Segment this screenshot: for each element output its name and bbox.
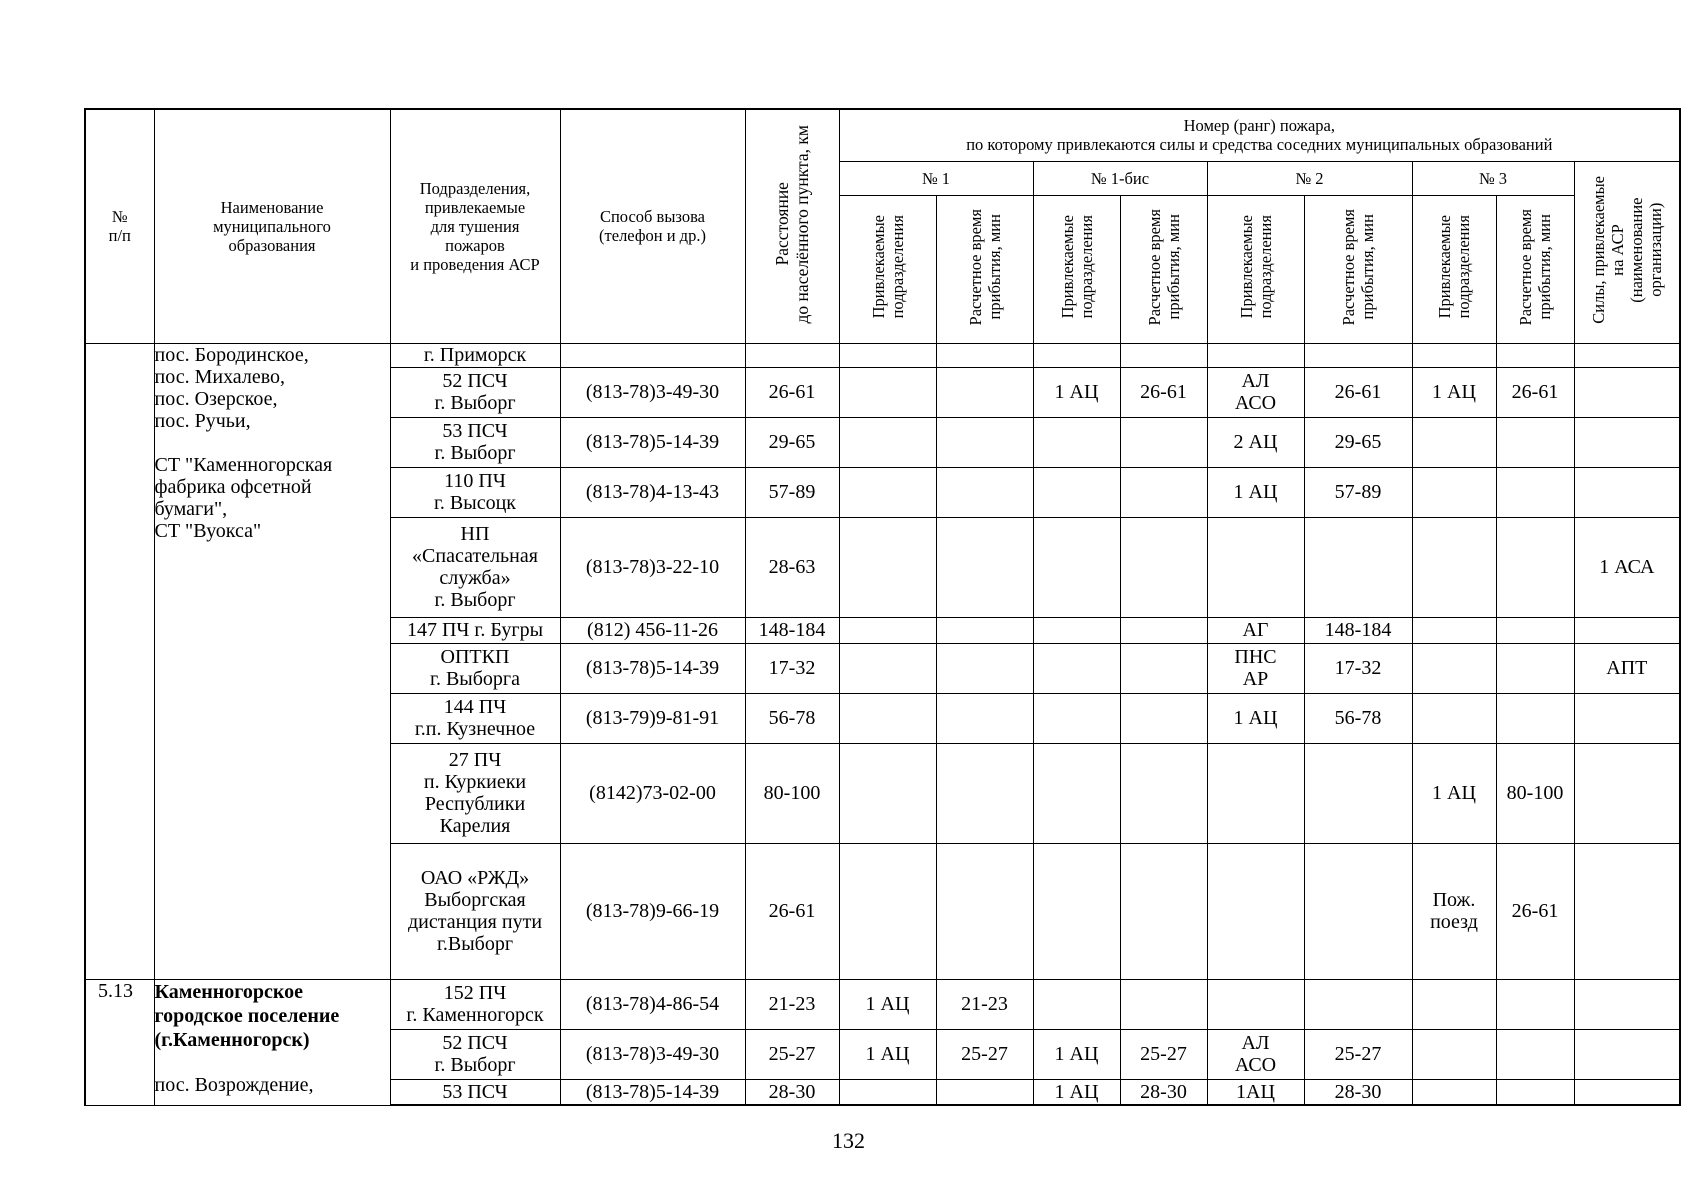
distance-cell: 28-30 [745,1079,839,1105]
rank3-time-cell [1496,979,1574,1029]
rank1bis-units-cell [1033,693,1120,743]
rank1bis-time-cell [1120,693,1207,743]
rank3-units-cell [1412,979,1496,1029]
rank1bis-units-cell [1033,843,1120,979]
header-rank-2: № 2 [1207,161,1412,195]
rank3-units-cell [1412,1029,1496,1079]
unit-line: ОАО «РЖД» [420,867,530,889]
municipality-title-line: городское поселение [154,1004,340,1027]
rank1bis-time-cell: 25-27 [1120,1029,1207,1079]
unit-cell [390,617,560,643]
municipality-line: пос. Ручьи, [154,409,251,432]
rank2-time-cell [1304,517,1412,617]
rank3-time-cell: 80-100 [1496,743,1574,843]
distance-cell: 26-61 [745,367,839,417]
unit-line: г. Выборга [430,668,520,690]
rank3-unit-line: поезд [1430,911,1478,933]
rank2-time-cell [1304,743,1412,843]
municipality-cell [154,979,390,1105]
phone-cell: (813-78)5-14-39 [560,1079,745,1105]
unit-line: 52 ПСЧ [442,370,508,392]
municipality-line: фабрика офсетной [154,475,312,498]
header-rank-3: № 3 [1412,161,1574,195]
distance-cell: 17-32 [745,643,839,693]
rank3-time-cell: 26-61 [1496,843,1574,979]
header-rank-1bis: № 1-бис [1033,161,1207,195]
unit-cell [390,467,560,517]
distance-cell: 28-63 [745,517,839,617]
rank2-units-cell [1207,693,1304,743]
rank1-time-cell [936,367,1033,417]
rank1-time-cell [936,617,1033,643]
unit-line: дистанция пути [407,911,543,933]
distance-cell: 57-89 [745,467,839,517]
distance-cell: 80-100 [745,743,839,843]
asr-forces-cell: 1 АСА [1574,517,1680,617]
phone-cell: (813-78)4-86-54 [560,979,745,1029]
table-row [85,979,1680,1029]
rank2-units-cell [1207,979,1304,1029]
rank1-units-cell [839,467,936,517]
rank2-units-cell [1207,843,1304,979]
rank1-time-cell: 21-23 [936,979,1033,1029]
rank2-unit-line: 1 АЦ [1233,481,1278,503]
municipality-title-line: (г.Каменногорск) [154,1028,310,1051]
unit-cell [390,979,560,1029]
asr-forces-cell [1574,367,1680,417]
rank1bis-time-cell [1120,843,1207,979]
unit-cell [390,693,560,743]
rank1-units-cell [839,693,936,743]
rank3-time-cell [1496,517,1574,617]
asr-forces-cell [1574,467,1680,517]
rank1-time-cell [936,643,1033,693]
asr-forces-cell [1574,843,1680,979]
rank2-time-cell: 28-30 [1304,1079,1412,1105]
municipality-line: бумаги", [154,497,228,520]
header-asr-forces: Силы, привлекаемые на АСР (наименование организации) [1574,161,1680,343]
rank1-units-cell [839,417,936,467]
unit-line: 53 ПСЧ [442,420,508,442]
unit-cell [390,1079,560,1105]
rank3-units-cell [1412,343,1496,367]
asr-forces-cell [1574,343,1680,367]
unit-line: 52 ПСЧ [442,1032,508,1054]
municipality-line: СТ "Каменногорская [154,453,333,476]
rank1-time-cell [936,743,1033,843]
rank1bis-time-cell [1120,643,1207,693]
rank3-units-cell [1412,417,1496,467]
unit-cell [390,367,560,417]
rank1-time-cell [936,417,1033,467]
phone-cell: (813-78)4-13-43 [560,467,745,517]
rank1bis-units-cell [1033,417,1120,467]
rank2-units-cell [1207,467,1304,517]
rank1-units-cell [839,367,936,417]
rank3-time-cell [1496,417,1574,467]
asr-forces-cell [1574,417,1680,467]
rank2-units-cell [1207,517,1304,617]
rank1-units-cell: 1 АЦ [839,1029,936,1079]
phone-cell: (813-78)3-49-30 [560,1029,745,1079]
table-body [85,343,1680,1105]
unit-line: 152 ПЧ [443,982,507,1004]
rank1-time-cell: 25-27 [936,1029,1033,1079]
rank2-unit-line: АСО [1234,392,1277,414]
unit-cell [390,417,560,467]
rank3-units-cell [1412,843,1496,979]
header-call-method: Способ вызова (телефон и др.) [560,109,745,343]
phone-cell: (813-78)5-14-39 [560,417,745,467]
asr-forces-cell [1574,1029,1680,1079]
rank1bis-time-cell [1120,467,1207,517]
header-r1bis-units: Привлекаемые подразделения [1033,195,1120,343]
unit-line: 53 ПСЧ [442,1080,508,1103]
unit-line: п. Куркиеки [423,771,527,793]
rank1bis-time-cell [1120,743,1207,843]
rank3-unit-line: 1 АЦ [1432,381,1476,403]
header-municipality: Наименование муниципального образования [154,109,390,343]
unit-line: г. Приморск [423,344,527,366]
rank2-time-cell: 56-78 [1304,693,1412,743]
rank2-units-cell [1207,1079,1304,1105]
header-r1-time: Расчетное время прибытия, мин [936,195,1033,343]
rank1-time-cell [936,467,1033,517]
rank1bis-time-cell [1120,517,1207,617]
rank3-units-cell [1412,693,1496,743]
rank2-unit-line: АГ [1242,619,1269,641]
rank3-time-cell [1496,617,1574,643]
header-r3-time: Расчетное время прибытия, мин [1496,195,1574,343]
phone-cell: (813-78)5-14-39 [560,643,745,693]
rank1bis-units-cell: 1 АЦ [1033,1029,1120,1079]
rank3-units-cell [1412,517,1496,617]
rank2-units-cell [1207,1029,1304,1079]
unit-line: 110 ПЧ [444,470,506,492]
unit-line: г. Выборг [434,589,516,611]
phone-cell [560,343,745,367]
rank1-units-cell [839,643,936,693]
unit-line: служба» [439,567,511,589]
spacer [155,1052,388,1074]
fire-forces-table [84,108,1681,1106]
rank3-unit-line: 1 АЦ [1432,782,1476,804]
rank1bis-units-cell [1033,643,1120,693]
unit-line: г. Выборг [434,442,516,464]
rank2-time-cell [1304,843,1412,979]
page-number: 132 [832,1128,865,1153]
rank1bis-time-cell [1120,617,1207,643]
rank2-time-cell: 25-27 [1304,1029,1412,1079]
unit-line: 147 ПЧ г. Бугры [406,619,543,641]
rank3-units-cell [1412,467,1496,517]
rank1bis-units-cell: 1 АЦ [1033,1079,1120,1105]
row-number: 5.13 [85,979,154,1105]
rank1bis-units-cell [1033,979,1120,1029]
rank3-time-cell [1496,1029,1574,1079]
rank1-units-cell [839,743,936,843]
header-rank-1: № 1 [839,161,1033,195]
municipality-line [155,432,388,454]
header-rank-title: Номер (ранг) пожара, по которому привлекаются силы и средства соседних муниципальных образований [839,109,1680,161]
rank1bis-units-cell [1033,743,1120,843]
rank1-units-cell [839,1079,936,1105]
municipality-line: пос. Михалево, [154,365,286,388]
municipality-cell [154,343,390,979]
distance-cell: 148-184 [745,617,839,643]
unit-line: г. Выборг [434,1054,516,1076]
asr-forces-cell [1574,1079,1680,1105]
unit-cell [390,643,560,693]
rank1bis-time-cell: 28-30 [1120,1079,1207,1105]
rank1-time-cell [936,343,1033,367]
asr-forces-cell: АПТ [1574,643,1680,693]
rank1bis-units-cell [1033,617,1120,643]
municipality-line: пос. Озерское, [154,387,278,410]
rank3-time-cell: 26-61 [1496,367,1574,417]
rank2-units-cell [1207,343,1304,367]
unit-line: Карелия [439,815,511,837]
rank1-units-cell [839,517,936,617]
unit-cell [390,743,560,843]
asr-forces-cell [1574,693,1680,743]
header-units: Подразделения, привлекаемые для тушения пожаров и проведения АСР [390,109,560,343]
unit-line: 27 ПЧ [448,749,502,771]
rank1bis-units-cell [1033,517,1120,617]
distance-cell: 29-65 [745,417,839,467]
rank2-unit-line: 1АЦ [1236,1080,1275,1103]
rank2-unit-line: ПНС [1234,646,1277,668]
rank1bis-units-cell: 1 АЦ [1033,367,1120,417]
distance-cell: 25-27 [745,1029,839,1079]
distance-cell: 56-78 [745,693,839,743]
asr-forces-cell [1574,979,1680,1029]
distance-cell: 21-23 [745,979,839,1029]
rank3-time-cell [1496,643,1574,693]
unit-cell [390,343,560,367]
rank2-units-cell [1207,417,1304,467]
phone-cell: (813-78)9-66-19 [560,843,745,979]
rank2-time-cell: 29-65 [1304,417,1412,467]
municipality-title-line: Каменногорское [154,980,304,1003]
rank1-units-cell [839,343,936,367]
rank2-time-cell: 148-184 [1304,617,1412,643]
asr-forces-cell [1574,617,1680,643]
rank2-units-cell [1207,743,1304,843]
rank2-unit-line: АСО [1234,1054,1277,1076]
rank2-time-cell: 17-32 [1304,643,1412,693]
unit-line: г.Выборг [436,933,514,955]
unit-line: г.п. Кузнечное [414,718,536,740]
rank1-units-cell [839,617,936,643]
rank3-time-cell [1496,343,1574,367]
phone-cell: (813-78)3-49-30 [560,367,745,417]
rank3-time-cell [1496,693,1574,743]
rank2-unit-line: АЛ [1241,370,1270,392]
unit-cell [390,843,560,979]
rank1bis-time-cell [1120,417,1207,467]
rank2-units-cell [1207,617,1304,643]
header-r2-time: Расчетное время прибытия, мин [1304,195,1412,343]
rank2-unit-line: 1 АЦ [1233,707,1278,729]
unit-line: 144 ПЧ [443,696,507,718]
unit-line: г. Высоцк [433,492,517,514]
rank2-unit-line: 2 АЦ [1233,431,1278,453]
municipality-line: пос. Бородинское, [154,343,309,366]
header-r3-units: Привлекаемые подразделения [1412,195,1496,343]
rank2-unit-line: АЛ [1241,1032,1270,1054]
distance-cell: 26-61 [745,843,839,979]
municipality-line: СТ "Вуокса" [154,519,262,542]
rank3-time-cell [1496,467,1574,517]
rank1-time-cell [936,693,1033,743]
rank1-units-cell [839,843,936,979]
rank1bis-units-cell [1033,467,1120,517]
rank2-unit-line: АР [1242,668,1269,690]
unit-line: ОПТКП [440,646,510,668]
unit-cell [390,1029,560,1079]
phone-cell: (813-78)3-22-10 [560,517,745,617]
rank3-units-cell [1412,643,1496,693]
header-distance: Расстояние до населённого пункта, км [745,109,839,343]
unit-line: Выборгская [424,889,526,911]
rank1bis-time-cell: 26-61 [1120,367,1207,417]
rank1-time-cell [936,1079,1033,1105]
rank3-time-cell [1496,1079,1574,1105]
phone-cell: (812) 456-11-26 [560,617,745,643]
rank3-units-cell [1412,367,1496,417]
rank1bis-time-cell [1120,979,1207,1029]
municipality-line: пос. Возрождение, [154,1073,314,1096]
header-r2-units: Привлекаемые подразделения [1207,195,1304,343]
rank1bis-time-cell [1120,343,1207,367]
rank3-units-cell [1412,1079,1496,1105]
header-r1-units: Привлекаемые подразделения [839,195,936,343]
header-r1bis-time: Расчетное время прибытия, мин [1120,195,1207,343]
distance-cell [745,343,839,367]
unit-line: Республики [424,793,526,815]
phone-cell: (813-79)9-81-91 [560,693,745,743]
rank1-units-cell: 1 АЦ [839,979,936,1029]
unit-line: г. Каменногорск [406,1004,544,1026]
unit-line: «Спасательная [412,545,538,567]
unit-line: НП [460,523,490,545]
unit-line: г. Выборг [434,392,516,414]
rank2-time-cell [1304,343,1412,367]
rank2-time-cell [1304,979,1412,1029]
asr-forces-cell [1574,743,1680,843]
row-number-cell [85,343,154,979]
rank1bis-units-cell [1033,343,1120,367]
rank2-units-cell [1207,367,1304,417]
rank1-time-cell [936,843,1033,979]
unit-cell [390,517,560,617]
rank3-units-cell [1412,617,1496,643]
rank1-time-cell [936,517,1033,617]
table-row [85,343,1680,367]
rank2-units-cell [1207,643,1304,693]
rank3-unit-line: Пож. [1432,889,1476,911]
phone-cell: (8142)73-02-00 [560,743,745,843]
rank2-time-cell: 26-61 [1304,367,1412,417]
header-num: № п/п [85,109,154,343]
rank2-time-cell: 57-89 [1304,467,1412,517]
rank3-units-cell [1412,743,1496,843]
